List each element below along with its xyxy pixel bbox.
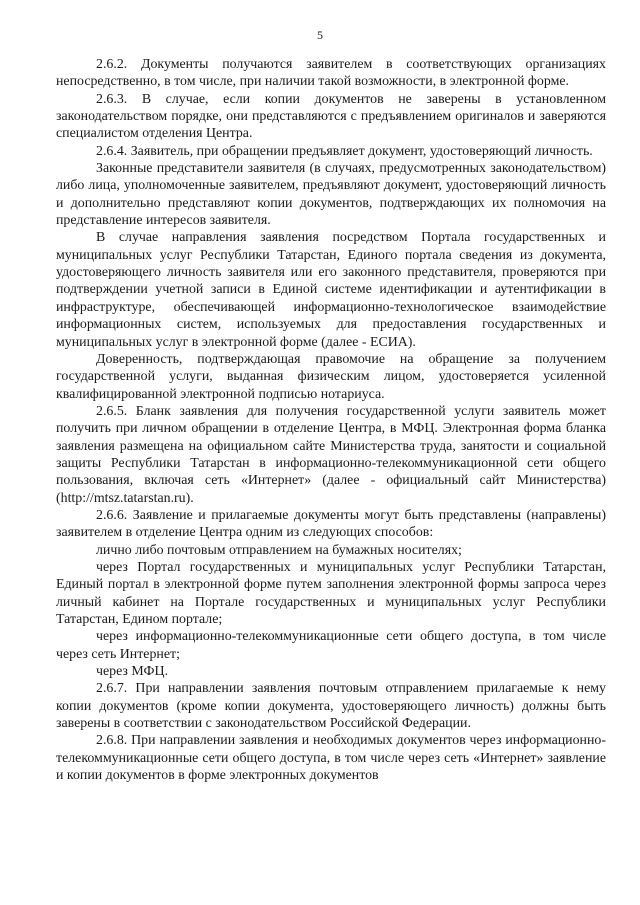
paragraph-2-6-8: 2.6.8. При направлении заявления и необходимых документов через информационно-телекоммуникационные сети общего доступа, в том числе через сеть «Интернет» заявление и копии документов в форме электронных документов	[56, 733, 606, 784]
paragraph-2-6-4: 2.6.4. Заявитель, при обращении предъявляет документ, удостоверяющий личность.	[96, 143, 593, 159]
page-number: 5	[317, 28, 323, 42]
paragraph-2-6-6: 2.6.6. Заявление и прилагаемые документы могут быть представлены (направлены) заявителем в отделение Центра одним из следующих способов:	[56, 507, 606, 541]
page-body	[56, 56, 606, 784]
paragraph-2-6-5: 2.6.5. Бланк заявления для получения государственной услуги заявитель может получить при личном обращении в отделение Центра, в МФЦ. Электронная форма бланка заявления размещена на официальном сайте Министерства труда, занятости и социальной защиты Республики Татарстан в информационно-телекоммуникационной сети общего пользования, включая сеть «Интернет» (далее - официальный сайт Министерства) (http://mtsz.tatarstan.ru).	[56, 403, 606, 506]
paragraph-2-6-2: 2.6.2. Документы получаются заявителем в соответствующих организациях непосредственно, в том числе, при наличии такой возможности, в электронной форме.	[56, 57, 606, 90]
list-item-via-internet: через информационно-телекоммуникационные сети общего доступа, в том числе через сеть Интернет;	[56, 629, 606, 662]
list-item-in-person-or-mail: лично либо почтовым отправлением на бумажных носителях;	[96, 542, 462, 558]
paragraph-legal-representatives: Законные представители заявителя (в случаях, предусмотренных законодательством) либо лица, уполномоченные заявителем, предъявляют документ, удостоверяющий личность и дополнительно представляют копии документов, подтверждающих их полномочия на представление интересов заявителя.	[56, 161, 606, 229]
paragraph-2-6-7: 2.6.7. При направлении заявления почтовым отправлением прилагаемые к нему копии документов (кроме копии документа, удостоверяющего личность) должны быть заверены в соответствии с законодательством Российской Федерации.	[56, 681, 606, 732]
paragraph-power-of-attorney: Доверенность, подтверждающая правомочие на обращение за получением государственной услуги, выданная физическим лицом, удостоверяется усиленной квалифицированной электронной подписью нотариуса.	[56, 351, 606, 402]
paragraph-2-6-3: 2.6.3. В случае, если копии документов не заверены в установленном законодательством порядке, они представляются с предъявлением оригиналов и заверяются специалистом отделения Центра.	[56, 91, 606, 142]
paragraph-portal-submission: В случае направления заявления посредством Портала государственных и муниципальных услуг Республики Татарстан, Единого портала сведения из документа, удостоверяющего личность заявителя или его законного представителя, проверяются при подтверждении учетной записи в Единой системе идентификации и аутентификации в инфраструктуре, обеспечивающей информационно-технологическое взаимодействие информационных систем, используемых для предоставления государственных и муниципальных услуг в электронной форме (далее - ЕСИА).	[56, 230, 606, 350]
list-item-via-portal: через Портал государственных и муниципальных услуг Республики Татарстан, Единый портал в электронной форме путем заполнения электронной формы запроса через личный кабинет на Портале государственных и муниципальных услуг Республики Татарстан, Едином портале;	[56, 559, 606, 627]
list-item-via-mfc: через МФЦ.	[96, 664, 169, 680]
